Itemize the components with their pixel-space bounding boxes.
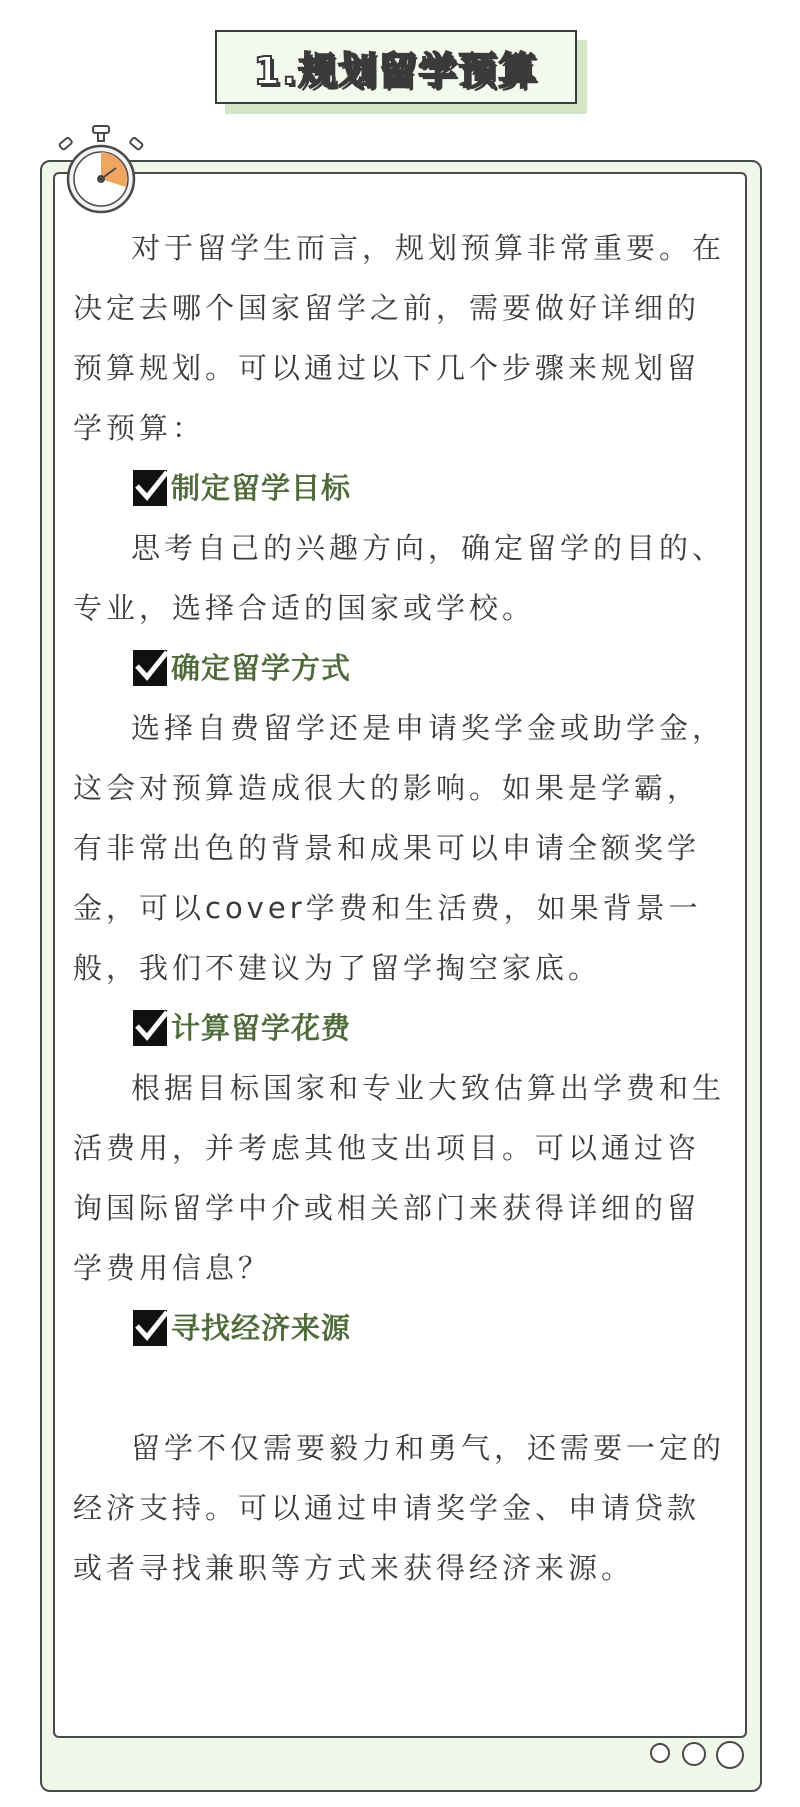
checkmark-icon <box>133 1310 167 1346</box>
title-box <box>215 30 577 104</box>
section-heading-text: 制定留学目标 <box>171 471 352 505</box>
section-paragraph: 选择自费留学还是申请奖学金或助学金，这会对预算造成很大的影响。如果是学霸，有非常出色的背景和成果可以申请全额奖学金，可以cover学费和生活费，如果背景一般，我们不建议为了留学掏空家底。 <box>73 711 726 985</box>
stopwatch-icon <box>56 124 146 224</box>
section-heading-text: 寻找经济来源 <box>171 1311 352 1345</box>
section-heading <box>133 458 728 518</box>
section-paragraph: 思考自己的兴趣方向，确定留学的目的、专业，选择合适的国家或学校。 <box>73 531 726 625</box>
page-title: 1.规划留学预算 <box>253 48 539 93</box>
section-paragraph: 根据目标国家和专业大致估算出学费和生活费用，并考虑其他支出项目。可以通过咨询国际留学中介或相关部门来获得详细的留学费用信息？ <box>73 1071 726 1285</box>
checkmark-icon <box>133 650 167 686</box>
section-heading <box>133 998 728 1058</box>
spacer <box>73 1358 728 1418</box>
section-heading <box>133 638 728 698</box>
checkmark-icon <box>133 470 167 506</box>
content-body <box>73 218 728 1598</box>
section-heading <box>133 1298 728 1358</box>
section-paragraph: 留学不仅需要毅力和勇气，还需要一定的经济支持。可以通过申请奖学金、申请贷款或者寻找兼职等方式来获得经济来源。 <box>73 1431 726 1585</box>
section-heading-text: 计算留学花费 <box>171 1011 352 1045</box>
checkmark-icon <box>133 1010 167 1046</box>
circles-decoration-icon <box>648 1738 748 1772</box>
section-heading-text: 确定留学方式 <box>171 651 352 685</box>
title-banner <box>215 30 587 114</box>
intro-paragraph: 对于留学生而言，规划预算非常重要。在决定去哪个国家留学之前，需要做好详细的预算规划。可以通过以下几个步骤来规划留学预算： <box>73 231 726 445</box>
